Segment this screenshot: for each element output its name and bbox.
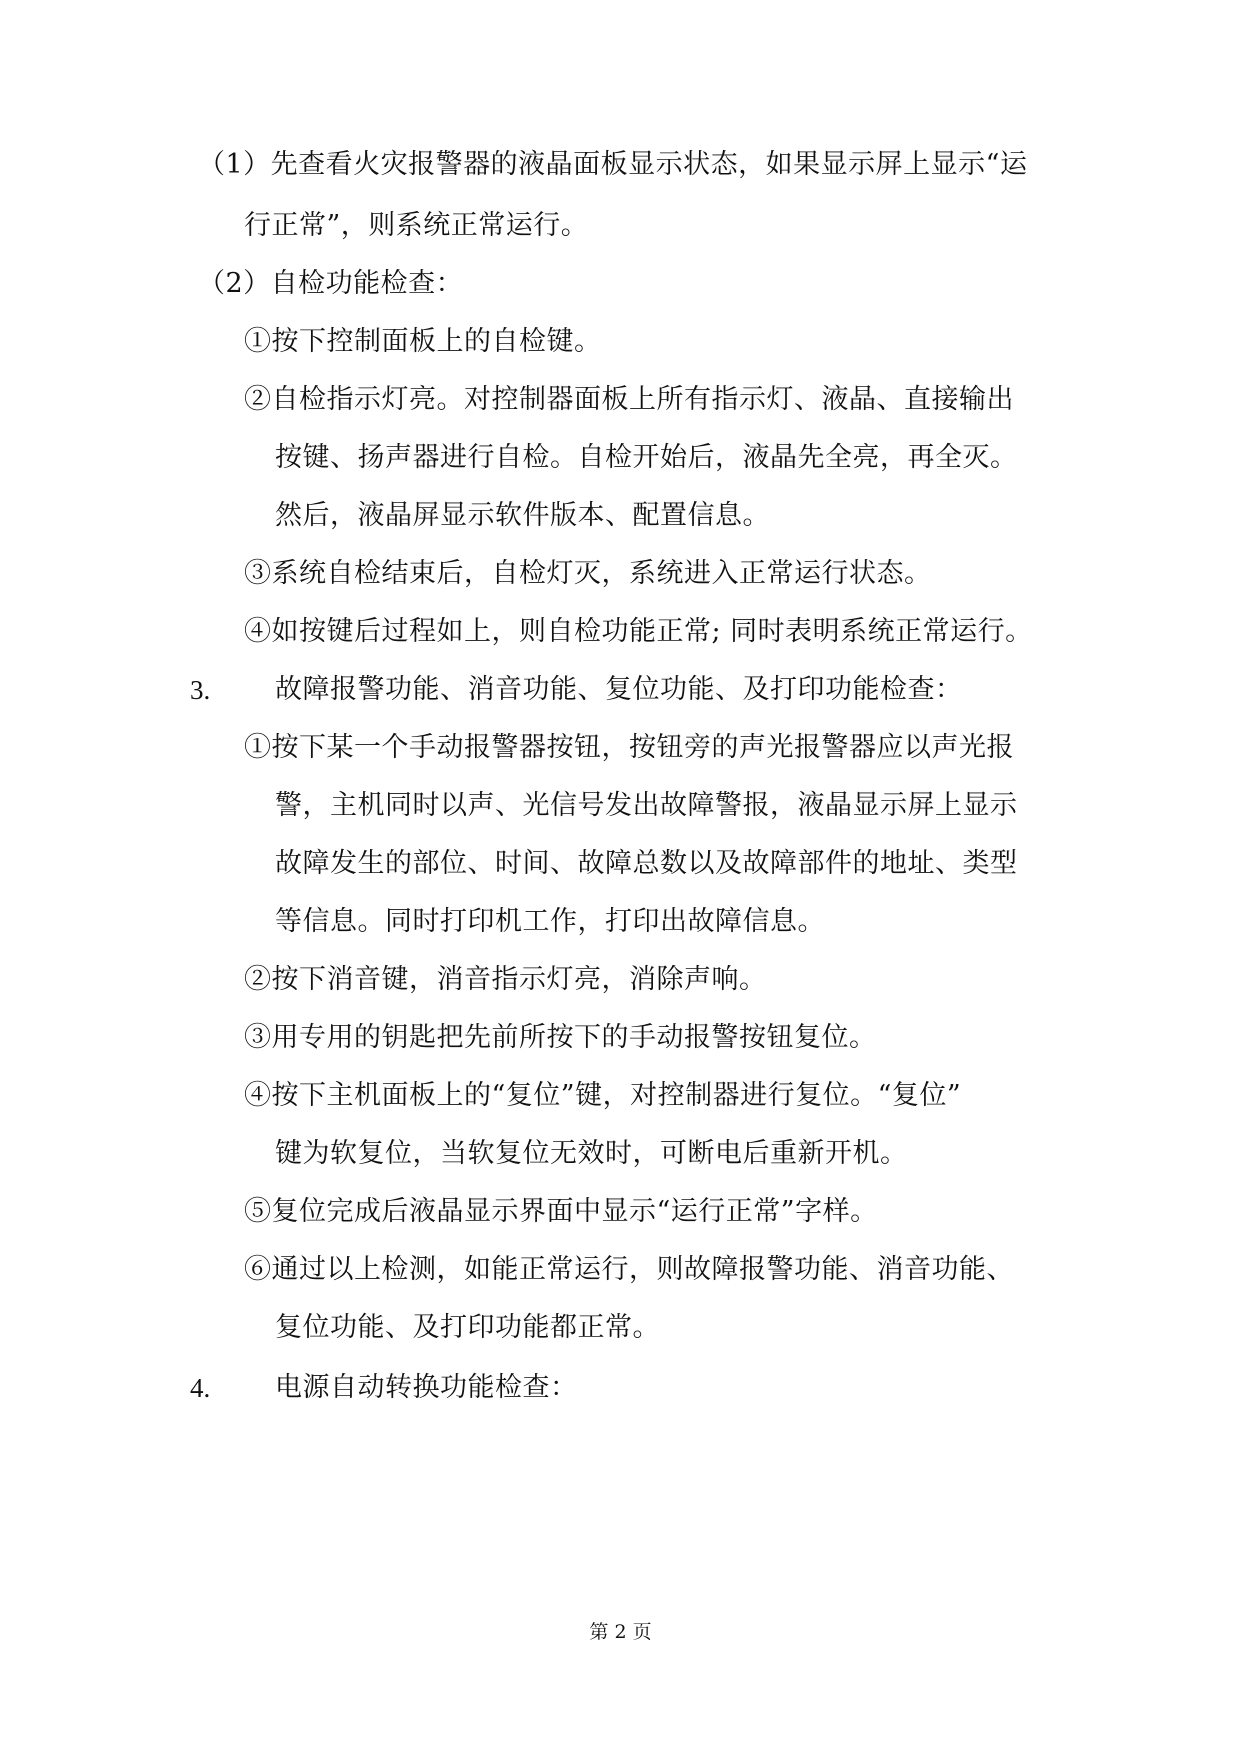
fault-step-2: ②按下消音键，消音指示灯亮，消除声响。 <box>244 964 767 995</box>
page-number-footer: 第 2 页 <box>589 1621 652 1643</box>
fault-step-1-line-2: 警，主机同时以声、光信号发出故障警报，液晶显示屏上显示 <box>275 790 1018 821</box>
item-2-heading: （2）自检功能检查： <box>198 268 464 299</box>
fault-step-4-line-2: 键为软复位，当软复位无效时，可断电后重新开机。 <box>275 1138 908 1169</box>
item-1-line-2: 行正常”，则系统正常运行。 <box>244 210 589 241</box>
fault-step-4-line-1: ④按下主机面板上的“复位”键，对控制器进行复位。“复位” <box>244 1080 962 1111</box>
section-3-title: 故障报警功能、消音功能、复位功能、及打印功能检查： <box>275 674 963 705</box>
self-check-step-2-line-3: 然后，液晶屏显示软件版本、配置信息。 <box>275 500 770 531</box>
self-check-step-3: ③系统自检结束后，自检灯灭，系统进入正常运行状态。 <box>244 558 932 589</box>
fault-step-5: ⑤复位完成后液晶显示界面中显示“运行正常”字样。 <box>244 1196 878 1227</box>
section-4-number: 4. <box>190 1373 211 1403</box>
fault-step-1-line-4: 等信息。同时打印机工作，打印出故障信息。 <box>275 906 825 937</box>
section-4-title: 电源自动转换功能检查： <box>275 1372 578 1403</box>
fault-step-1-line-1: ①按下某一个手动报警器按钮，按钮旁的声光报警器应以声光报 <box>244 732 1014 763</box>
fault-step-6-line-1: ⑥通过以上检测，如能正常运行，则故障报警功能、消音功能、 <box>244 1254 1014 1285</box>
self-check-step-1: ①按下控制面板上的自检键。 <box>244 326 602 357</box>
item-1-line-1: （1）先查看火灾报警器的液晶面板显示状态，如果显示屏上显示“运 <box>198 149 1028 180</box>
section-3-number: 3. <box>190 675 211 705</box>
fault-step-3: ③用专用的钥匙把先前所按下的手动报警按钮复位。 <box>244 1022 877 1053</box>
self-check-step-2-line-2: 按键、扬声器进行自检。自检开始后，液晶先全亮，再全灭。 <box>275 442 1018 473</box>
self-check-step-2-line-1: ②自检指示灯亮。对控制器面板上所有指示灯、液晶、直接输出 <box>244 384 1014 415</box>
fault-step-1-line-3: 故障发生的部位、时间、故障总数以及故障部件的地址、类型 <box>275 848 1018 879</box>
fault-step-6-line-2: 复位功能、及打印功能都正常。 <box>275 1312 660 1343</box>
self-check-step-4: ④如按键后过程如上，则自检功能正常; 同时表明系统正常运行。 <box>244 616 1033 647</box>
